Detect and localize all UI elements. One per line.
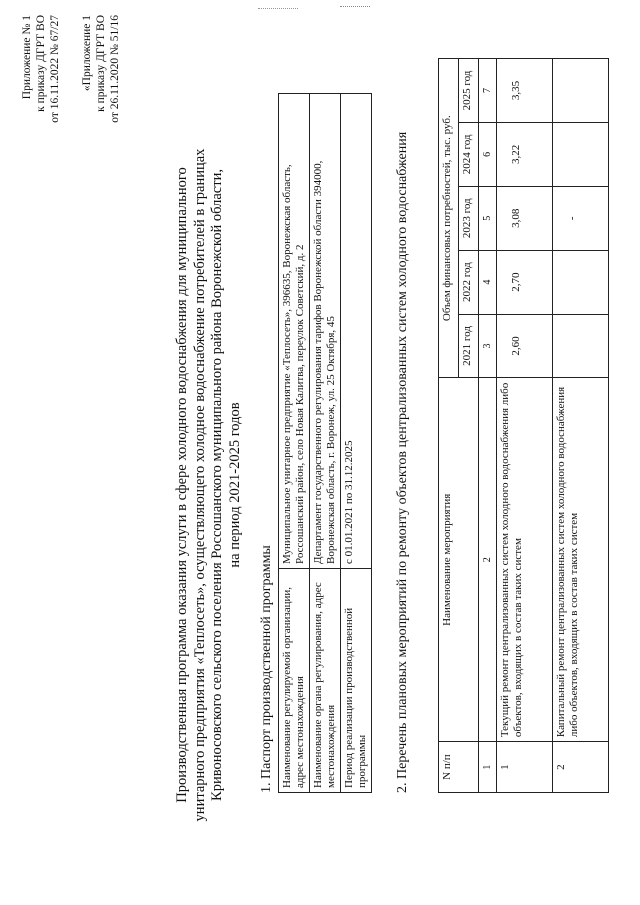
column-index: 5 — [479, 186, 497, 250]
appendix-line: от 16.11.2022 № 67/27 — [49, 15, 61, 123]
col-header-name: Наименование мероприятия — [439, 378, 479, 742]
row-value: - — [553, 186, 609, 250]
col-header-group: Объем финансовых потребностей, тыс. руб. — [439, 59, 459, 378]
repair-plan-table — [438, 58, 609, 793]
column-index-row — [479, 59, 497, 793]
passport-value: Муниципальное унитарное предприятие «Теплосеть», 396635, Воронежская область, Россошанский район, село Новая Калитва, переулок Советский, д. 2 — [279, 94, 310, 569]
appendix-line: к приказу ДГРТ ВО — [95, 15, 107, 112]
row-value — [553, 314, 609, 378]
row-name: Капитальный ремонт централизованных систем холодного водоснабжения либо объектов, входящих в состав таких систем — [553, 378, 609, 742]
column-index: 2 — [479, 378, 497, 742]
col-header-num: N п/п — [439, 742, 479, 793]
row-name: Текущий ремонт централизованных систем холодного водоснабжения либо объектов, входящих в состав таких систем — [497, 378, 553, 742]
table-row — [553, 59, 609, 793]
passport-row — [279, 94, 310, 793]
title-line: Производственная программа оказания услуги в сфере холодного водоснабжения для муниципального — [174, 167, 190, 803]
col-header-year: 2025 год — [459, 59, 479, 123]
table-header-row — [439, 59, 459, 793]
table-row — [497, 59, 553, 793]
passport-value: с 01.01.2021 по 31.12.2025 — [341, 94, 372, 569]
section1-heading: 1. Паспорт производственной программы — [259, 545, 274, 793]
row-value: 2,70 — [497, 250, 553, 314]
document-title — [174, 105, 244, 865]
row-value — [553, 59, 609, 123]
row-value: 2,60 — [497, 314, 553, 378]
row-value: 3,22 — [497, 122, 553, 186]
col-header-year: 2023 год — [459, 186, 479, 250]
passport-row — [341, 94, 372, 793]
appendix-header-previous — [80, 15, 122, 195]
passport-label: Наименование регулируемой организации, адрес местонахождения — [279, 569, 310, 793]
row-num: 2 — [553, 742, 609, 793]
appendix-line: «Приложение 1 — [81, 15, 93, 92]
col-header-year: 2022 год — [459, 250, 479, 314]
appendix-line: Приложение № 1 — [21, 15, 33, 100]
col-header-year: 2021 год — [459, 314, 479, 378]
row-value: 3,35 — [497, 59, 553, 123]
col-header-year: 2024 год — [459, 122, 479, 186]
passport-value: Департамент государственного регулирования тарифов Воронежской области 394000, Воронежская область, г. Воронеж, ул. 25 Октября, 45 — [310, 94, 341, 569]
passport-table — [278, 93, 372, 793]
row-num: 1 — [497, 742, 553, 793]
section2-heading: 2. Перечень плановых мероприятий по ремонту объектов централизованных систем холодного водоснабжения — [395, 131, 410, 793]
column-index: 3 — [479, 314, 497, 378]
appendix-header-current — [20, 15, 62, 195]
appendix-line: от 26.11.2020 № 51/16 — [109, 15, 121, 123]
column-index: 6 — [479, 122, 497, 186]
row-value: 3,08 — [497, 186, 553, 250]
row-value — [553, 250, 609, 314]
appendix-line: к приказу ДГРТ ВО — [35, 15, 47, 112]
passport-row — [310, 94, 341, 793]
title-line: на период 2021-2025 годов — [226, 402, 243, 568]
title-line: Кривоносовского сельского поселения Россошанского муниципального района Воронежской области, — [209, 169, 225, 801]
row-value — [553, 122, 609, 186]
column-index: 1 — [479, 742, 497, 793]
title-line: унитарного предприятия «Теплосеть», осуществляющего холодное водоснабжение потребителей в границах — [191, 148, 208, 822]
column-index: 4 — [479, 250, 497, 314]
passport-label: Наименование органа регулирования, адрес местонахождения — [310, 569, 341, 793]
passport-label: Период реализации производственной программы — [341, 569, 372, 793]
column-index: 7 — [479, 59, 497, 123]
